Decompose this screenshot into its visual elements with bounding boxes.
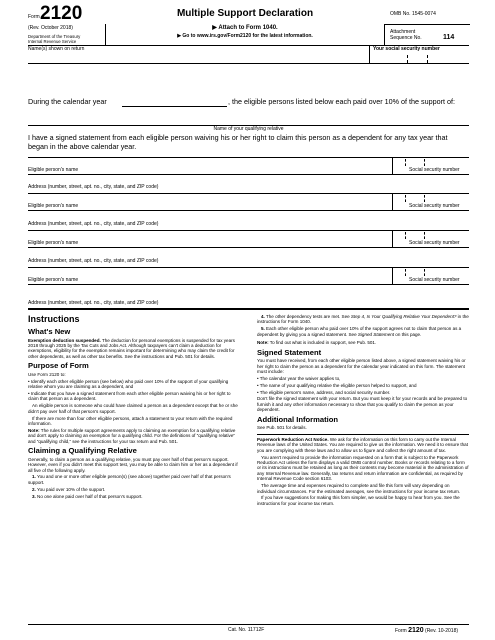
note-2-lead: Note: (257, 340, 269, 346)
eligible-person-1-name-label: Eligible person's name (28, 167, 79, 173)
eligible-person-3-address-label: Address (number, street, apt. no., city, state, and ZIP code) (28, 258, 159, 264)
item-4-italic: Step 4, Is Your Qualifying Relative Your Dependent? (350, 314, 457, 319)
item-5-italic: Signed Statement (357, 331, 395, 337)
instructions-title: Instructions (28, 314, 80, 324)
pra-body: We ask for the information on this form to carry out the Internal Revenue laws of the United States. You are required to give us the information. We need it to ensure that you are complying with these laws and to allow us to figure and collect the right amount of tax. (257, 436, 468, 453)
item-3-text: No one alone paid over half of that person's support. (35, 493, 143, 499)
item-2-number: 2. (32, 486, 36, 492)
item-3-number: 3. (32, 493, 36, 499)
purpose-bullet-2: • Indicate that you have a signed statement from each other eligible person waiving his or her right to claim that person as a dependent. (28, 390, 231, 402)
sequence-number: 114 (443, 34, 455, 41)
eligible-person-3-ssn-label: Social security number (409, 240, 460, 246)
department-line: Department of the Treasury (28, 34, 81, 39)
qualifying-relative-field[interactable] (28, 114, 469, 124)
eligible-person-4-address-label: Address (number, street, apt. no., city, state, and ZIP code) (28, 300, 159, 306)
signed-statement-declaration: I have a signed statement from each eligible person waiving his or her right to claim this person as a dependent for any tax year that began in the above calendar year. (28, 133, 448, 151)
catalog-number: Cat. No. 11712F (228, 627, 265, 633)
omb-number: OMB No. 1545-0074 (390, 11, 436, 17)
footer-form-word: Form (395, 628, 407, 634)
item-4-text-a: The other dependency tests are met. See (264, 314, 351, 319)
eligible-person-4-ssn-field[interactable] (396, 268, 469, 277)
calendar-year-prefix: During the calendar year (28, 97, 107, 106)
sequence-label: Sequence No. (390, 35, 422, 41)
eligible-person-2-address-label: Address (number, street, apt. no., city, state, and ZIP code) (28, 221, 159, 227)
form-number: 2120 (40, 3, 83, 24)
claiming-item-1 (28, 474, 240, 485)
revision-date: (Rev. October 2018) (28, 25, 73, 31)
claiming-item-2 (28, 487, 240, 492)
eligible-person-4-ssn-label: Social security number (409, 277, 460, 283)
eligible-person-2-name-field[interactable] (28, 194, 388, 203)
signed-statement-body: You must have received, from each other eligible person listed above, a signed statement waiving his or her right to claim the person as a dependent for the calendar year indicated on this form. The statement must include: (257, 358, 466, 375)
item-4-text-b: in the instructions for Form 1040. (257, 314, 469, 325)
note-body: The rules for multiple support agreements apply to claiming an exemption for a qualifying relative and don't apply to claiming an exemption for a qualifying child. For the definitions of “qualifying relative” and “qualifying child,” see the instructions for your tax return and Pub. 501. (28, 427, 236, 444)
signed-paragraph-2: Don't file the signed statement with your return. But you must keep it for your records and be prepared to furnish it and any other information necessary to show that you qualify to claim the person as your dependent. (257, 396, 468, 413)
eligible-person-2-name-label: Eligible person's name (28, 203, 79, 209)
item-1-text: You and one or more other eligible person(s) (see above) together paid over half of that person's support. (28, 474, 231, 485)
agency-line: Internal Revenue Service (28, 39, 77, 44)
claiming-heading: Claiming a Qualifying Relative (28, 446, 137, 456)
claiming-item-5 (257, 326, 469, 337)
additional-info-body: See Pub. 501 for details. (257, 425, 307, 431)
purpose-intro: Use Form 2120 to: (28, 371, 66, 377)
instructions-left-column (28, 314, 240, 500)
purpose-heading: Purpose of Form (28, 361, 89, 371)
eligible-person-4-address-field[interactable] (28, 285, 469, 294)
calendar-year-suffix: , the eligible persons listed below each paid over 10% of the support of: (228, 97, 455, 106)
eligible-person-3-name-field[interactable] (28, 231, 388, 240)
pra-paragraph-2: You aren't required to provide the information requested on a form that is subject to the Paperwork Reduction Act unless the form displays a valid OMB control number. Books or records relating to a form or its instructions must be retained as long as their contents may become material in the administration of any Internal Revenue law. Generally, tax returns and return information are confidential, as required by Internal Revenue Code section 6103. (257, 454, 469, 482)
instructions-right-column (257, 314, 469, 508)
form-label: Form (28, 14, 40, 20)
footer-revision: (Rev. 10-2018) (425, 628, 459, 634)
note-paragraph (28, 428, 240, 444)
eligible-person-1-address-field[interactable] (28, 175, 469, 184)
claiming-item-3 (28, 494, 240, 499)
eligible-person-3-ssn-field[interactable] (396, 231, 469, 240)
names-on-return-field[interactable] (28, 53, 366, 62)
signed-bullet-1: • The calendar year the waiver applies to, (257, 375, 341, 381)
purpose-bullet-1: • Identify each other eligible person (see below) who paid over 10% of the support of your qualifying relative whom you are claiming as a dependent, and (28, 378, 229, 390)
eligible-person-4-name-field[interactable] (28, 268, 388, 277)
attach-instruction: ▶ Attach to Form 1040. (212, 25, 278, 31)
footer-form-number: 2120 (408, 627, 424, 634)
qualifying-relative-label: Name of your qualifying relative (213, 126, 284, 132)
calendar-year-field[interactable] (122, 97, 227, 106)
note-2-body: To find out what is included in support, see Pub. 501. (268, 340, 377, 346)
whats-new-heading: What's New (28, 327, 71, 336)
item-5-text-a: Each other eligible person who paid over 10% of the support agrees not to claim that person as a dependent by giving you a signed statement. See (257, 326, 462, 337)
eligible-person-2-ssn-label: Social security number (409, 203, 460, 209)
item-2-text: You paid over 10% of the support. (35, 486, 106, 492)
pra-paragraph-1 (257, 437, 469, 453)
whats-new-body: The deduction for personal exemptions is suspended for tax years 2018 through 2025 by the Tax Cuts and Jobs Act. Although taxpayers can't claim a deduction for exemptions, eligibility for the exemption remains important for determining who may claim the credit for other dependents, as well as other tax benefits. See the instructions and Pub. 501 for details. (28, 337, 235, 359)
item-1-number: 1. (32, 474, 36, 480)
names-on-return-label: Name(s) shown on return (28, 46, 85, 52)
eligible-person-1-ssn-field[interactable] (396, 158, 469, 167)
pra-paragraph-3: The average time and expenses required to complete and file this form will vary depending on individual circumstances. For the estimated averages, see the instructions for your income tax return. (257, 483, 461, 494)
whats-new-lead: Exemption deduction suspended. (28, 337, 101, 343)
item-4-number: 4. (261, 314, 265, 319)
your-ssn-label: Your social security number (373, 46, 440, 52)
eligible-person-4-name-label: Eligible person's name (28, 277, 79, 283)
pra-lead: Paperwork Reduction Act Notice. (257, 436, 329, 442)
note-lead: Note: (28, 427, 40, 433)
eligible-person-3-name-label: Eligible person's name (28, 240, 79, 246)
signed-bullet-2: • The name of your qualifying relative the eligible person helped to support, and (257, 382, 417, 388)
eligible-person-1-name-field[interactable] (28, 158, 388, 167)
purpose-paragraph-1: An eligible person is someone who could have claimed a person as a dependent except that he or she didn't pay over half of that person's support. (28, 403, 238, 414)
eligible-person-1-address-label: Address (number, street, apt. no., city, state, and ZIP code) (28, 184, 159, 190)
eligible-person-3-address-field[interactable] (28, 248, 469, 257)
claiming-item-4 (257, 314, 469, 325)
signed-statement-heading: Signed Statement (257, 347, 322, 357)
additional-info-heading: Additional Information (257, 414, 338, 424)
footer-form-id (395, 628, 458, 635)
item-5-number: 5. (261, 326, 265, 332)
note-2-paragraph (257, 340, 469, 345)
eligible-person-2-address-field[interactable] (28, 211, 469, 220)
item-5-text-b: on this page. (394, 331, 422, 337)
claiming-body: Generally, to claim a person as a qualifying relative, you must pay over half of that person's support. However, even if you didn't meet this support test, you may be able to claim him or her as a dependent if all five of the following apply. (28, 456, 238, 473)
eligible-person-1-ssn-label: Social security number (409, 167, 460, 173)
whats-new-paragraph (28, 338, 240, 360)
attachment-label: Attachment (390, 29, 416, 35)
your-ssn-field[interactable] (371, 53, 469, 62)
form-title: Multiple Support Declaration (176, 8, 314, 19)
eligible-person-2-ssn-field[interactable] (396, 194, 469, 203)
purpose-paragraph-2: If there are more than four other eligible persons, attach a statement to your return with the required information. (28, 415, 233, 426)
pra-paragraph-4: If you have suggestions for making this form simpler, we would be happy to hear from you. See the instructions for your income tax return. (257, 495, 460, 506)
website-instruction: ▶ Go to www.irs.gov/Form2120 for the latest information. (177, 33, 313, 39)
signed-bullet-3: • The eligible person's name, address, and social security number. (257, 389, 391, 395)
